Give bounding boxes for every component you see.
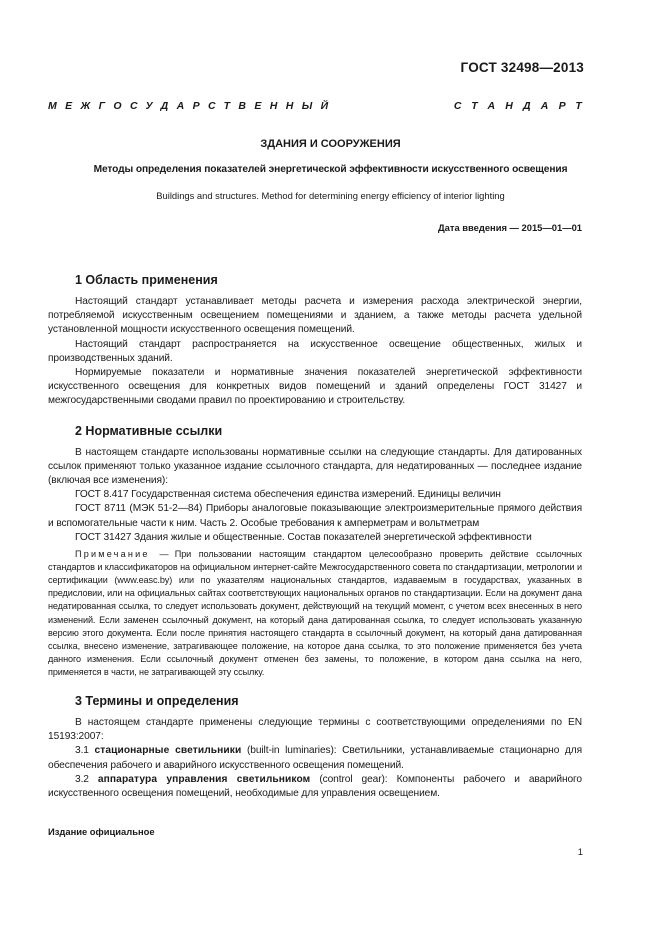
term-english: (control gear): <box>319 773 388 785</box>
note-text: При пользовании настоящим стандартом целесообразно проверить действие ссылочных стандартов и классификаторов на официальном интернет-сайте Межгосударственного совета по стандартизации, метрологии и сертификации (www.easc.by) или по указателям национальных стандартов, издаваемым в государствах, указанных в предисловии, или на официальных сайтах соответствующих национальных органов по стандартизации. Если на документ дана недатированная ссылка, то следует использовать документ, действующий на текущий момент, с учетом всех внесенных в него изменений. Если заменен ссылочный документ, на который дана датированная ссылка, то следует использовать указанную версию этого документа. Если после принятия настоящего стандарта в ссылочный документ, на который дана датированная ссылка, внесено изменение, затрагивающее положение, на которое дана ссылка, то это положение применяется без учета данного изменения. Если ссылочный документ отменен без замены, то положение, в котором дана ссылка на него, применяется в части, не затрагивающей эту ссылку. <box>48 549 582 677</box>
section-terms <box>48 693 582 801</box>
term-name: стационарные светильники <box>94 745 242 757</box>
page-number: 1 <box>577 846 583 857</box>
document-body <box>48 272 582 815</box>
document-subtitle: Методы определения показателей энергетической эффективности искусственного освещения <box>93 164 568 175</box>
term-name: аппаратура управления светильником <box>97 773 311 785</box>
paragraph: Настоящий стандарт распространяется на искусственное освещение общественных, жилых и производственных зданий. <box>48 338 582 364</box>
paragraph: В настоящем стандарте использованы нормативные ссылки на следующие стандарты. Для датированных ссылок применяют только указанное издание ссылочного стандарта, для недатированных — последнее издание (включая все изменения): <box>48 446 582 487</box>
standard-code: ГОСТ 32498—2013 <box>460 60 584 75</box>
term-number: 3.1 <box>75 745 89 757</box>
introduction-date: Дата введения — 2015—01—01 <box>437 222 582 233</box>
interstate-word: МЕЖГОСУДАРСТВЕННЫЙ <box>48 100 337 112</box>
standard-word: СТАНДАРТ <box>453 100 592 112</box>
english-title: Buildings and structures. Method for determining energy efficiency of interior lighting <box>156 190 505 201</box>
section-normative-references <box>48 423 582 679</box>
term-english: (built-in luminaries): <box>246 745 337 757</box>
term-number: 3.2 <box>75 773 89 785</box>
paragraph: В настоящем стандарте применены следующие термины с соответствующими определениями по EN 15193:2007: <box>48 716 582 743</box>
section-heading: 2 Нормативные ссылки <box>75 423 223 438</box>
term-text: Светильники, устанавливаемые стационарно для обеспечения рабочего и аварийного искусственного освещения помещений. <box>48 745 582 771</box>
reference-item: ГОСТ 8.417 Государственная система обеспечения единства измерений. Единицы величин <box>75 489 501 501</box>
paragraph: Нормируемые показатели и нормативные значения показателей энергетической эффективности искусственного освещения для конкретных видов помещений и зданий определены ГОСТ 31427 и межгосударственными сводами правил по проектированию и строительству. <box>48 367 582 407</box>
paragraph: Настоящий стандарт устанавливает методы расчета и измерения расхода электрической энергии, потребляемой искусственным освещением помещениями и зданием, а также методы расчета удельной установленной мощности искусственного освещения помещений. <box>48 296 582 336</box>
note-label: Примечание — <box>75 549 171 560</box>
official-edition-label: Издание официальное <box>48 826 155 837</box>
term-definition <box>48 744 582 772</box>
section-heading: 3 Термины и определения <box>75 693 239 708</box>
term-text: Компоненты рабочего и аварийного искусственного освещения помещений, необходимые для управления освещением. <box>48 773 582 799</box>
section-scope <box>48 272 582 409</box>
reference-item: ГОСТ 31427 Здания жилые и общественные. Состав показателей энергетической эффективности <box>75 531 532 543</box>
interstate-standard-banner <box>48 100 592 112</box>
term-definition <box>48 773 582 801</box>
document-title: ЗДАНИЯ И СООРУЖЕНИЯ <box>260 138 401 150</box>
reference-item: ГОСТ 8711 (МЭК 51-2—84) Приборы аналоговые показывающие электроизмерительные прямого действия и вспомогательные части к ним. Часть 2. Особые требования к амперметрам и вольтметрам <box>48 503 582 529</box>
note <box>48 548 582 679</box>
section-heading: 1 Область применения <box>75 273 218 287</box>
